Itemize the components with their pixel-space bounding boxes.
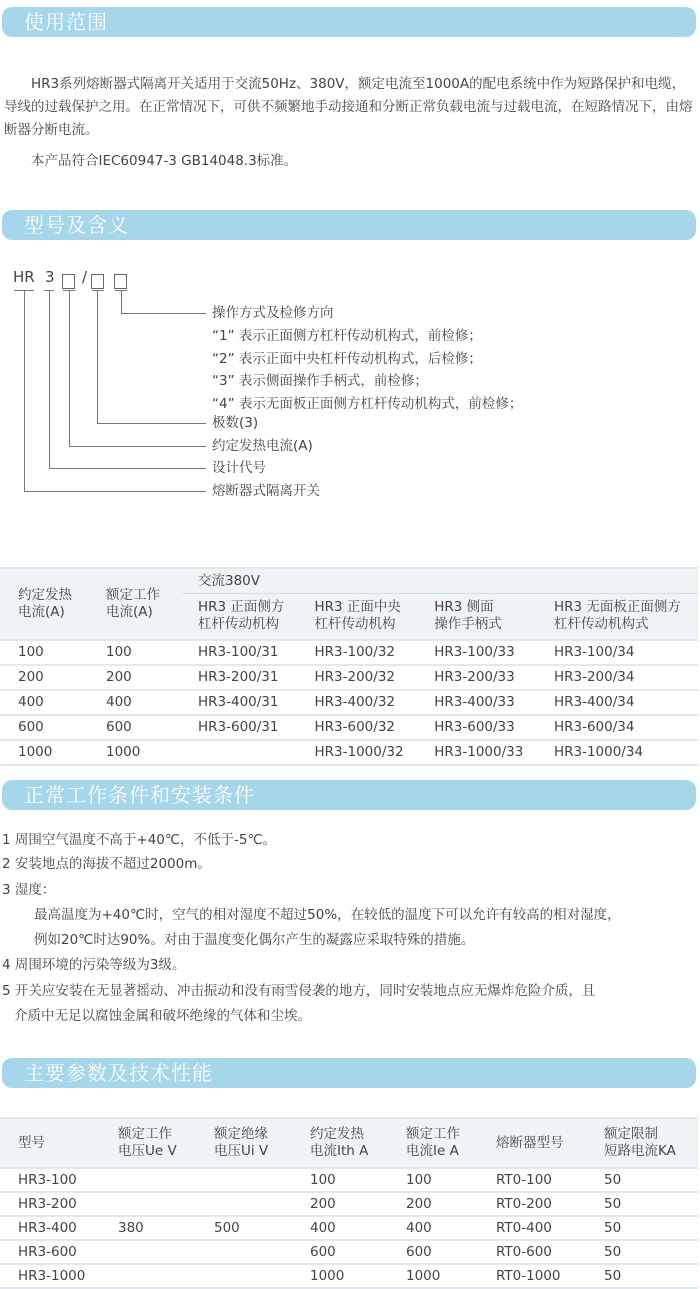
condition-item-2: 2 安装地点的海拔不超过2000m。 — [2, 856, 211, 872]
params-table — [0, 1117, 698, 1289]
section-title: 型号及含义 — [24, 213, 129, 237]
table-row: 100 100 HR3-100/31 HR3-100/32 HR3-100/33 HR3-100/34 — [0, 640, 698, 665]
code-part-box-operation — [114, 272, 127, 290]
code-part-box-current — [62, 272, 75, 290]
condition-item-1: 1 周围空气温度不高于+40℃，不低于-5℃。 — [2, 832, 277, 848]
section-header-conditions — [2, 780, 696, 810]
label-design: 设计代号 — [212, 460, 266, 476]
label-op4: “4” 表示无面板正面侧方杠杆传动机构式，前检修； — [212, 396, 523, 412]
section-header-usage — [2, 7, 696, 37]
col-header-thermal-current: 约定发热 电流Ith A — [292, 1118, 388, 1168]
col-header-model: 型号 — [0, 1118, 100, 1168]
col-header-fuse-model: 熔断器型号 — [478, 1118, 586, 1168]
code-part-hr: HR — [13, 268, 35, 286]
model-code-diagram — [0, 260, 600, 510]
label-op1: “1” 表示正面侧方杠杆传动机构式，前检修； — [212, 328, 482, 344]
table-row: HR3-600 600 600 RT0-600 50 — [0, 1240, 698, 1264]
table-row: HR3-200 200 200 RT0-200 50 — [0, 1192, 698, 1216]
condition-item-4: 4 周围环境的污染等级为3级。 — [2, 957, 186, 973]
col-header-rated-working-current: 额定工作 电流(A) — [88, 568, 182, 640]
col-header-no-panel-front-side-lever: HR3 无面板正面侧方 杠杆传动机构式 — [536, 594, 698, 640]
section-title: 正常工作条件和安装条件 — [24, 783, 255, 807]
col-group-ac380v: 交流380V — [182, 568, 698, 594]
table-row: 400 400 HR3-400/31 HR3-400/32 HR3-400/33 HR3-400/34 — [0, 690, 698, 715]
condition-item-3: 3 湿度： — [2, 882, 56, 898]
col-header-front-side-lever: HR3 正面侧方 杠杆传动机构 — [182, 594, 297, 640]
standard-paragraph: 本产品符合IEC60947-3 GB14048.3标准。 — [31, 153, 298, 169]
table-row: HR3-400 380 500 400 400 RT0-400 50 — [0, 1216, 698, 1240]
col-header-front-center-lever: HR3 正面中央 杠杆传动机构 — [297, 594, 417, 640]
label-op2: “2” 表示正面中央杠杆传动机构式，后检修； — [212, 351, 482, 367]
col-header-working-current: 额定工作 电流Ie A — [388, 1118, 478, 1168]
section-title: 使用范围 — [24, 10, 108, 34]
usage-paragraph: HR3系列熔断器式隔离开关适用于交流50Hz、380V，额定电流至1000A的配电系统中作为短路保护和电缆，导线的过载保护之用。在正常情况下，可供不频繁地手动接通和分断正常负载电流与过载电流，在短路情况下，由熔断器分断电流。 — [4, 76, 693, 138]
code-part-3: 3 — [45, 268, 55, 286]
col-header-insulation-voltage: 额定绝缘 电压Ui V — [196, 1118, 292, 1168]
code-part-box-poles — [91, 272, 104, 290]
table-row: HR3-1000 1000 1000 RT0-1000 50 — [0, 1264, 698, 1288]
condition-item-5-line-2: 介质中无足以腐蚀金属和破坏绝缘的气体和尘埃。 — [14, 1008, 311, 1024]
col-header-side-handle: HR3 侧面 操作手柄式 — [416, 594, 536, 640]
section-title: 主要参数及技术性能 — [24, 1061, 213, 1085]
label-poles: 极数(3) — [212, 415, 259, 431]
condition-item-5-line-1: 5 开关应安装在无显著摇动、冲击振动和没有雨雪侵袭的地方，同时安装地点应无爆炸危险介质，且 — [2, 983, 596, 999]
label-operation: 操作方式及检修方向 — [212, 305, 334, 321]
col-header-rated-thermal-current: 约定发热 电流(A) — [0, 568, 88, 640]
section-header-params — [2, 1058, 696, 1088]
section-header-model — [2, 210, 696, 240]
label-type: 熔断器式隔离开关 — [212, 483, 320, 499]
condition-item-3-detail-2: 例如20℃时达90%。对由于温度变化偶尔产生的凝露应采取特殊的措施。 — [34, 932, 475, 948]
label-current: 约定发热电流(A) — [212, 438, 313, 454]
table-row: 600 600 HR3-600/31 HR3-600/32 HR3-600/33 HR3-600/34 — [0, 715, 698, 740]
table-row: HR3-100 100 100 RT0-100 50 — [0, 1168, 698, 1192]
table-row: 200 200 HR3-200/31 HR3-200/32 HR3-200/33 HR3-200/34 — [0, 665, 698, 690]
table-row: 1000 1000 HR3-1000/32 HR3-1000/33 HR3-1000/34 — [0, 740, 698, 765]
label-op3: “3” 表示侧面操作手柄式，前检修； — [212, 373, 428, 389]
col-header-short-circuit-current: 额定限制 短路电流KA — [586, 1118, 698, 1168]
model-table — [0, 567, 698, 766]
condition-item-3-detail-1: 最高温度为+40℃时，空气的相对湿度不超过50%，在较低的温度下可以允许有较高的相对湿度， — [34, 907, 621, 923]
code-part-slash: / — [82, 268, 88, 286]
col-header-rated-voltage: 额定工作 电压Ue V — [100, 1118, 196, 1168]
